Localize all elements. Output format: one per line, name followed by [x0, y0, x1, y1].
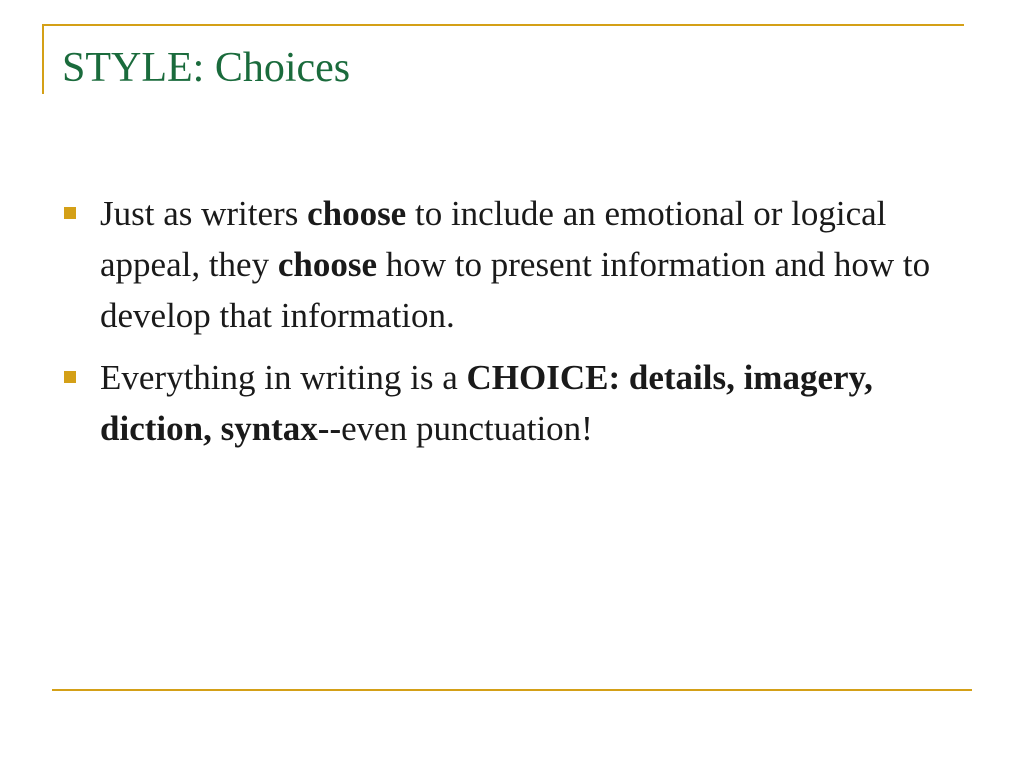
square-bullet-icon — [64, 371, 76, 383]
left-rule — [42, 24, 44, 94]
square-bullet-icon — [64, 207, 76, 219]
bullet-text-segment: how to present information and how to develop that information. — [100, 245, 931, 335]
top-rule — [42, 24, 964, 26]
bullet-text-segment: to include an emotional or logical appeal, they — [100, 194, 887, 284]
bullet-item-2 — [62, 352, 962, 454]
bottom-rule — [52, 689, 972, 691]
bullet-list — [62, 188, 962, 465]
bullet-text-emphasis: CHOICE: details, imagery, diction, syntax-- — [100, 358, 873, 448]
slide-title: STYLE: Choices — [62, 45, 351, 91]
bullet-text-segment: Everything in writing is a — [100, 358, 467, 397]
bullet-item-1 — [62, 188, 962, 341]
bullet-text-emphasis: choose — [277, 245, 377, 284]
bullet-text-segment: Just as writers — [100, 194, 308, 233]
bullet-text-segment: even punctuation! — [341, 409, 593, 448]
bullet-text-emphasis: choose — [307, 194, 407, 233]
